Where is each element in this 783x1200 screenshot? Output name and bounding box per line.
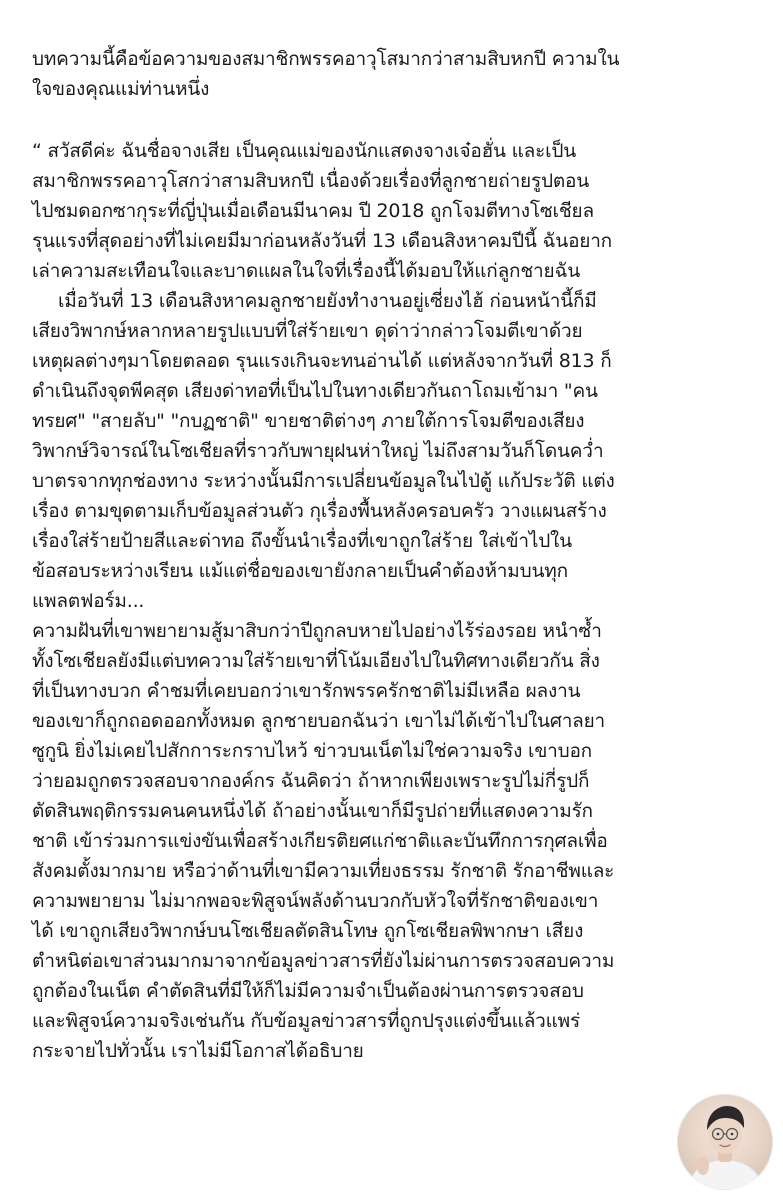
- body-line: ไปชมดอกซากุระที่ญี่ปุ่นเมื่อเดือนมีนาคม ปี 2018 ถูกโจมตีทางโซเชียล: [32, 200, 594, 222]
- portrait-avatar-icon: [677, 1094, 773, 1190]
- body-line: ชาติ เข้าร่วมการแข่งขันเพื่อสร้างเกียรติยศแก่ชาติและบันทึกการกุศลเพื่อ: [32, 830, 608, 852]
- body-line: ความพยายาม ไม่มากพอจะพิสูจน์พลังด้านบวกกับหัวใจที่รักชาติของเขา: [32, 890, 599, 912]
- body-line: วิพากษ์วิจารณ์ในโซเชียลที่ราวกับพายุฝนห่าใหญ่ ไม่ถึงสามวันก็โดนคว่ำ: [32, 440, 604, 462]
- body-line: ได้ เขาถูกเสียงวิพากษ์บนโซเชียลตัดสินโทษ ถูกโซเชียลพิพากษา เสียง: [32, 920, 584, 942]
- portrait-illustration: [677, 1094, 773, 1190]
- body-line: กระจายไปทั่วนั้น เราไม่มีโอกาสได้อธิบาย: [32, 1040, 364, 1062]
- article-body: [32, 136, 759, 1066]
- intro-line: บทความนี้คือข้อความของสมาชิกพรรคอาวุโสมากว่าสามสิบหกปี ความใน: [32, 48, 620, 70]
- body-line: ตำหนิต่อเขาส่วนมากมาจากข้อมูลข่าวสารที่ยังไม่ผ่านการตรวจสอบความ: [32, 950, 615, 972]
- body-line: ความฝันที่เขาพยายามสู้มาสิบกว่าปีถูกลบหายไปอย่างไร้ร่องรอย หนำซ้ำ: [32, 620, 602, 642]
- body-line: สมาชิกพรรคอาวุโสกว่าสามสิบหกปี เนื่องด้วยเรื่องที่ลูกชายถ่ายรูปตอน: [32, 170, 589, 192]
- body-line: เสียงวิพากษ์หลากหลายรูปแบบที่ใส่ร้ายเขา ดุด่าว่ากล่าวโจมตีเขาด้วย: [32, 320, 583, 342]
- article-intro: [32, 44, 759, 104]
- body-line: ทรยศ" "สายลับ" "กบฏชาติ" ขายชาติต่างๆ ภายใต้การโจมตีของเสียง: [32, 410, 585, 432]
- body-line: เล่าความสะเทือนใจและบาดแผลในใจที่เรื่องนี้ได้มอบให้แก่ลูกชายฉัน: [32, 260, 580, 282]
- body-line: บาตรจากทุกช่องทาง ระหว่างนั้นมีการเปลี่ยนข้อมูลในไป่ตู้ แก้ประวัติ แต่ง: [32, 470, 615, 492]
- body-line: สังคมตั้งมากมาย หรือว่าด้านที่เขามีความเที่ยงธรรม รักชาติ รักอาชีพและ: [32, 860, 615, 882]
- body-line: ทั้งโซเชียลยังมีแต่บทความใส่ร้ายเขาที่โน้มเอียงไปในทิศทางเดียวกัน สิ่ง: [32, 650, 600, 672]
- body-line: ที่เป็นทางบวก คำชมที่เคยบอกว่าเขารักพรรครักชาติไม่มีเหลือ ผลงาน: [32, 680, 581, 702]
- body-line: เหตุผลต่างๆมาโดยตลอด รุนแรงเกินจะทนอ่านได้ แต่หลังจากวันที่ 813 ก็: [32, 350, 612, 372]
- body-line: ซูกูนิ ยิ่งไม่เคยไปสักการะกราบไหว้ ข่าวบนเน็ตไม่ใช่ความจริง เขาบอก: [32, 740, 592, 762]
- body-line: “ สวัสดีค่ะ ฉันชื่อจางเสีย เป็นคุณแม่ของนักแสดงจางเจ๋อฮั่น และเป็น: [32, 140, 577, 162]
- body-line: แพลตฟอร์ม...: [32, 590, 145, 612]
- body-line: รุนแรงที่สุดอย่างที่ไม่เคยมีมาก่อนหลังวันที่ 13 เดือนสิงหาคมปีนี้ ฉันอยาก: [32, 230, 612, 252]
- intro-line: ใจของคุณแม่ท่านหนึ่ง: [32, 78, 210, 100]
- body-line: ดำเนินถึงจุดพีคสุด เสียงด่าทอที่เป็นไปในทางเดียวกันถาโถมเข้ามา "คน: [32, 380, 598, 402]
- body-line: ของเขาก็ถูกถอดออกทั้งหมด ลูกชายบอกฉันว่า เขาไม่ได้เข้าไปในศาลยา: [32, 710, 606, 732]
- body-line: และพิสูจน์ความจริงเช่นกัน กับข้อมูลข่าวสารที่ถูกปรุงแต่งขึ้นแล้วแพร่: [32, 1010, 581, 1032]
- body-line: ตัดสินพฤติกรรมคนคนหนึ่งได้ ถ้าอย่างนั้นเขาก็มีรูปถ่ายที่แสดงความรัก: [32, 800, 593, 822]
- body-line: เมื่อวันที่ 13 เดือนสิงหาคมลูกชายยังทำงานอยู่เซี่ยงไฮ้ ก่อนหน้านี้ก็มี: [58, 290, 597, 312]
- paragraph-gap: [32, 104, 759, 136]
- body-line: ข้อสอบระหว่างเรียน แม้แต่ชื่อของเขายังกลายเป็นคำต้องห้ามบนทุก: [32, 560, 568, 582]
- body-line: เรื่องใส่ร้ายป้ายสีและด่าทอ ถึงขั้นนำเรื่องที่เขาถูกใส่ร้าย ใส่เข้าไปใน: [32, 530, 572, 552]
- body-line: เรื่อง ตามขุดตามเก็บข้อมูลส่วนตัว กุเรื่องพื้นหลังครอบครัว วางแผนสร้าง: [32, 500, 607, 522]
- body-line: ว่ายอมถูกตรวจสอบจากองค์กร ฉันคิดว่า ถ้าหากเพียงเพราะรูปไม่กี่รูปก็: [32, 770, 590, 792]
- body-line: ถูกต้องในเน็ต คำตัดสินที่มีให้ก็ไม่มีความจำเป็นต้องผ่านการตรวจสอบ: [32, 980, 584, 1002]
